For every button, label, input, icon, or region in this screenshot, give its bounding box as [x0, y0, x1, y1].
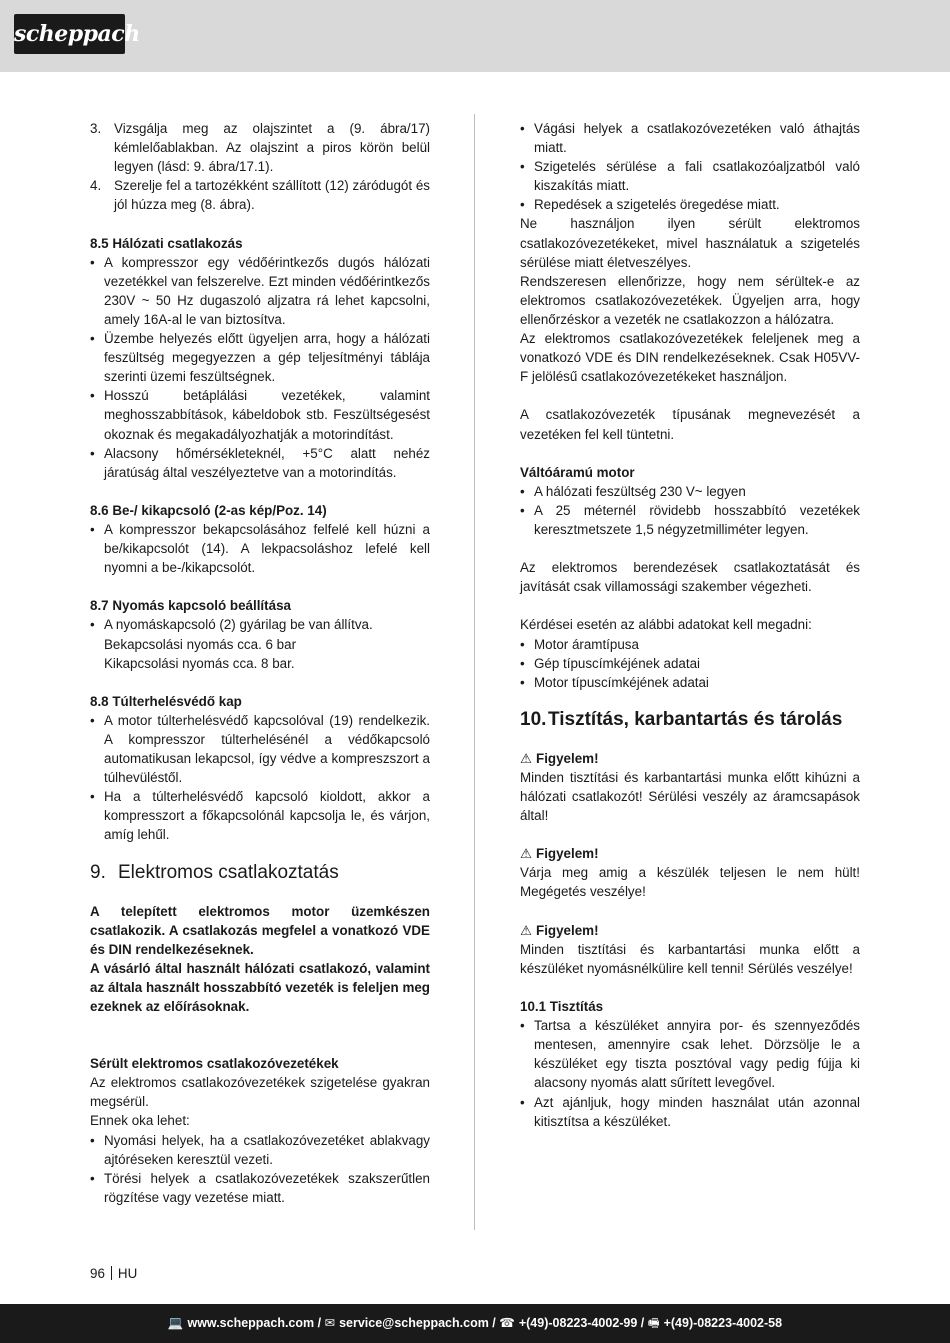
list-text: Szerelje fel a tartozékként szállított (12) záródugót és jól húzza meg (8. ábra).: [114, 178, 430, 213]
paragraph: Az elektromos csatlakozóvezetékek szigetelése gyakran megsérül.: [90, 1075, 430, 1110]
paragraph: Kérdései esetén az alábbi adatokat kell megadni:: [520, 617, 812, 633]
chapter-title: Tisztítás, karbantartás és tárolás: [548, 708, 843, 730]
chapter-number: 9.: [90, 861, 106, 883]
bullet-list: [90, 253, 430, 482]
list-item: • Tartsa a készüléket annyira por- és szennyeződés mentesen, amennyire csak lehet. Dörzsölje le a készüléket egy tiszta posztóval vagy pedig fújja ki alacsony nyomás alatt sűrített levegővel.: [520, 1016, 860, 1092]
list-item: • A motor túlterhelésvédő kapcsolóval (19) rendelkezik. A kompresszor túlterhelésénél a védőkapcsoló automatikusan lekapcsol, így védve a kompreszszort a túlhevüléstől.: [90, 711, 430, 787]
paragraph: Rendszeresen ellenőrizze, hogy nem sérültek-e az elektromos csatlakozóvezetékek. Ügyeljen arra, hogy ellenőrzéskor a vezeték ne csatlakozzon a hálózatra.: [520, 273, 860, 327]
phone-icon: ☎: [499, 1316, 515, 1330]
list-item: • Azt ajánljuk, hogy minden használat után azonnal kitisztítsa a készüléket.: [520, 1093, 860, 1131]
list-item: • Repedések a szigetelés öregedése miatt.: [520, 195, 860, 214]
list-item: • A kompresszor bekapcsolásához felfelé kell húzni a be/kikapcsolót (14). A lekpacsoláshoz lefelé kell nyomni a be-/kikapcsolót.: [90, 520, 430, 577]
list-item: • Törési helyek a csatlakozóvezetékek szakszerűtlen rögzítése vagy vezetése miatt.: [90, 1169, 430, 1207]
bullet-list: [520, 119, 860, 214]
list-text: Vizsgálja meg az olajszintet a (9. ábra/17) kémlelőablakban. Az olajszint a piros körön belül legyen (lásd: 9. ábra/17.1).: [114, 121, 430, 175]
section-heading-10-1: 10.1 Tisztítás: [520, 999, 604, 1015]
email-link[interactable]: service@scheppach.com /: [339, 1316, 496, 1330]
pressure-off-text: Kikapcsolási nyomás cca. 8 bar.: [104, 655, 295, 671]
page-footer: [0, 1304, 950, 1343]
bullet-list: [520, 635, 860, 692]
fax-number: +(49)-08223-4002-58: [663, 1316, 783, 1330]
section-heading-8-5: 8.5 Hálózati csatlakozás: [90, 235, 243, 251]
left-column: [90, 119, 430, 1207]
page-number: [90, 1264, 137, 1283]
list-item: • Nyomási helyek, ha a csatlakozóvezetéket ablakvagy ajtóréseken keresztül vezeti.: [90, 1131, 430, 1169]
bullet-list: [90, 1131, 430, 1207]
website-link[interactable]: www.scheppach.com /: [187, 1316, 322, 1330]
list-item: • A 25 méternél rövidebb hosszabbító vezetékek keresztmetszete 1,5 négyzetmilliméter legyen.: [520, 501, 860, 539]
chapter-number: 10.: [520, 708, 547, 730]
warning-heading: ⚠ Figyelem!: [520, 844, 860, 863]
warning-heading: ⚠ Figyelem!: [520, 921, 860, 940]
list-item: • A kompresszor egy védőérintkezős dugós hálózati vezetékkel van felszerelve. Ezt minden védőérintkezős 230V ~ 50 Hz dugaszoló aljzatra rá lehet kapcsolni, amely 16A-al le van biztosítva.: [90, 253, 430, 329]
paragraph: Ne használjon ilyen sérült elektromos csatlakozóvezetékeket, mivel használatuk a szigetelés sérülése miatt életveszélyes.: [520, 216, 860, 270]
paragraph: Ennek oka lehet:: [90, 1113, 190, 1129]
bullet-list: [520, 1016, 860, 1131]
paragraph: Az elektromos berendezések csatlakoztatását és javítását csak villamossági szakember végezheti.: [520, 560, 860, 595]
page-header: [0, 0, 950, 72]
bold-paragraph: A vásárló által használt hálózati csatlakozó, valamint az általa használt hosszabbító vezeték is feleljen meg ezeknek az előírásoknak.: [90, 960, 430, 1015]
bullet-list: [90, 520, 430, 577]
mail-icon: ✉: [324, 1316, 336, 1330]
section-heading-8-7: 8.7 Nyomás kapcsoló beállítása: [90, 598, 291, 614]
warning-text: Minden tisztítási és karbantartási munka előtt a készüléket nyomásnélkülire kell tenni! Sérülés veszélye!: [520, 941, 860, 976]
list-item: [90, 615, 430, 672]
list-text: A nyomáskapcsoló (2) gyárilag be van állítva.: [104, 617, 373, 633]
list-item: • Motor áramtípusa: [520, 635, 860, 654]
chapter-heading-9: [90, 861, 430, 885]
list-number: 3.: [90, 121, 102, 136]
warning-text: Várja meg amig a készülék teljesen le nem hült! Megégetés veszélye!: [520, 865, 860, 900]
list-item: • Szigetelés sérülése a fali csatlakozóaljzatból való kiszakítás miatt.: [520, 157, 860, 195]
subheading-ac-motor: Váltóáramú motor: [520, 464, 635, 480]
numbered-list: [90, 119, 430, 214]
list-item: • A hálózati feszültség 230 V~ legyen: [520, 482, 860, 501]
warning-heading: ⚠ Figyelem!: [520, 749, 860, 768]
subheading-damaged-cables: Sérült elektromos csatlakozóvezetékek: [90, 1056, 339, 1072]
pressure-on-text: Bekapcsolási nyomás cca. 6 bar: [104, 636, 297, 652]
list-item: • Vágási helyek a csatlakozóvezetéken való áthajtás miatt.: [520, 119, 860, 157]
list-item: [90, 176, 430, 214]
bullet-list: [90, 711, 430, 845]
column-divider: [474, 114, 475, 1230]
bold-paragraph: A telepített elektromos motor üzemkészen csatlakozik. A csatlakozás megfelel a vonatkozó VDE és DIN rendelkezéseknek.: [90, 903, 430, 957]
list-item: • Alacsony hőmérsékleteknél, +5°C alatt nehéz járatúság által veszélyeztetve van a motorindítás.: [90, 444, 430, 482]
page-number-value: 96: [90, 1266, 105, 1281]
list-item: • Hosszú betáplálási vezetékek, valamint meghosszabbítások, kábeldobok stb. Feszültségesést okoznak és megakadályozhatják a motorindítást.: [90, 386, 430, 443]
warning-text: Minden tisztítási és karbantartási munka előtt kihúzni a hálózati csatlakozót! Sérülési veszély az áramcsapások által!: [520, 769, 860, 824]
page-separator: [111, 1266, 112, 1280]
computer-icon: 💻: [167, 1316, 184, 1330]
chapter-title: Elektromos csatlakoztatás: [118, 861, 339, 883]
list-number: 4.: [90, 178, 102, 194]
list-item: • Gép típuscímkéjének adatai: [520, 654, 860, 673]
list-item: • Motor típuscímkéjének adatai: [520, 673, 860, 692]
bullet-list: [90, 615, 430, 672]
right-column: [520, 119, 860, 1131]
bullet-list: [520, 482, 860, 539]
language-code: HU: [117, 1266, 138, 1281]
paragraph: A csatlakozóvezeték típusának megnevezését a vezetéken fel kell tüntetni.: [520, 407, 860, 442]
list-item: • Üzembe helyezés előtt ügyeljen arra, hogy a hálózati feszültség megegyezzen a gép teljesítményi táblája szerinti üzemi feszültségnek.: [90, 329, 430, 386]
paragraph: Az elektromos csatlakozóvezetékek feleljenek meg a vonatkozó VDE és DIN rendelkezéseknek. Csak H05VV-F jelölésű csatlakozóvezetékeket használjon.: [520, 331, 860, 385]
section-heading-8-6: 8.6 Be-/ kikapcsoló (2-as kép/Poz. 14): [90, 502, 327, 518]
phone-number: +(49)-08223-4002-99 /: [518, 1316, 645, 1330]
fax-icon: 🖷: [647, 1316, 660, 1330]
section-heading-8-8: 8.8 Túlterhelésvédő kap: [90, 693, 242, 709]
scheppach-logo: scheppach: [14, 14, 125, 54]
list-item: [90, 119, 430, 176]
chapter-heading-10: [520, 708, 860, 732]
list-item: • Ha a túlterhelésvédő kapcsoló kioldott, akkor a kompresszort a főkapcsolónál kapcsolja le, és várjon, amíg lehűl.: [90, 787, 430, 844]
